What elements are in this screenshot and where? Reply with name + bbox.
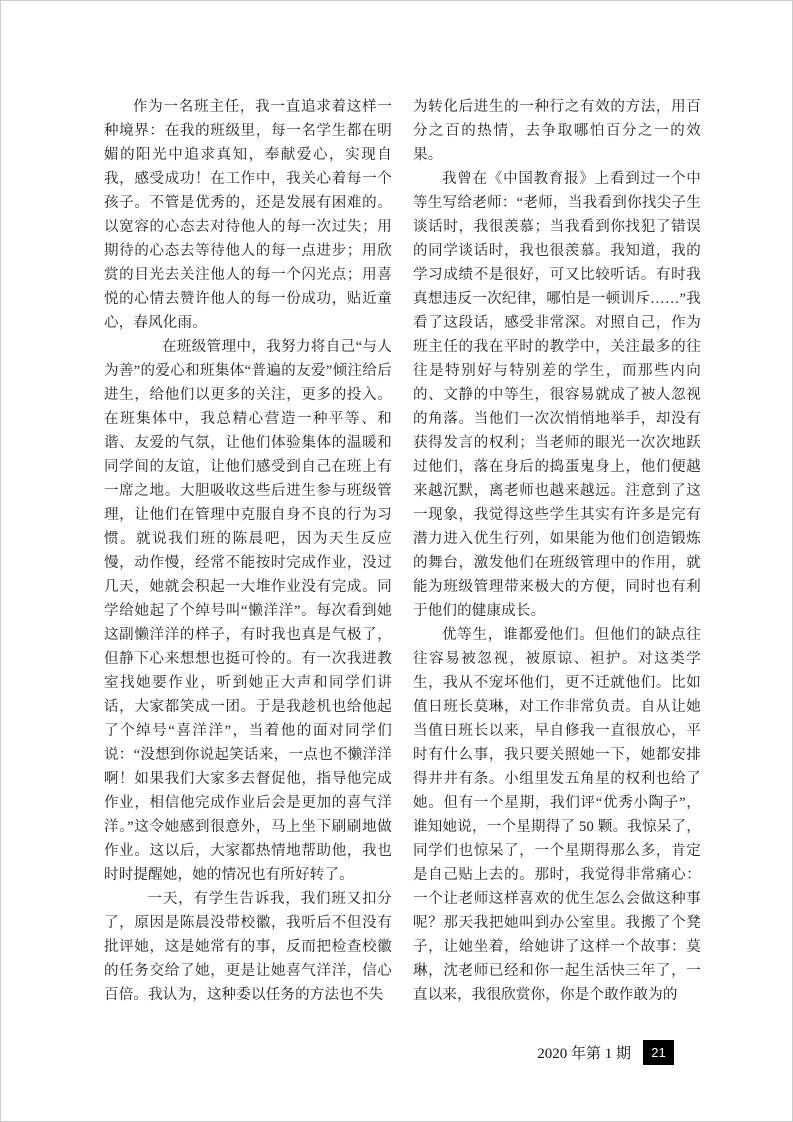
page-footer	[537, 1040, 674, 1065]
paragraph: 我曾在《中国教育报》上看到过一个中等生写给老师：“老师，当我看到你找尖子生谈话时，我很羡慕；当我看到你找犯了错误的同学谈话时，我也很羡慕。我知道，我的学习成绩不是很好，可又比较听话。有时我真想违反一次纪律，哪怕是一顿训斥……”我看了这段话，感受非常深。对照自己，作为班主任的我在平时的教学中，关注最多的往往是特别好与特别差的学生，而那些内向的、文静的中等生，很容易就成了被人忽视的角落。当他们一次次悄悄地举手，却没有获得发言的权利；当老师的眼光一次次地跃过他们，落在身后的捣蛋鬼身上，他们便越来越沉默，离老师也越来越远。注意到了这一现象，我觉得这些学生其实有许多是完有潜力进入优生行列，如果能为他们创造锻炼的舞台，激发他们在班级管理中的作用，就能为班级管理带来极大的方便，同时也有利于他们的健康成长。	[413, 171, 701, 619]
right-column	[413, 95, 701, 1007]
page-number-badge: 21	[643, 1040, 674, 1065]
paragraph: 一天，有学生告诉我，我们班又扣分了，原因是陈晨没带校徽，我听后不但没有批评她，这是她常有的事，反而把检查校徽的任务交给了她，更是让她喜气洋洋，信心百倍。我认为，这种委以任务的方法也不失	[104, 891, 392, 1003]
paragraph: 在班级管理中，我努力将自己“与人为善”的爱心和班集体“普遍的友爱”倾注给后进生，给他们以更多的关注，更多的投入。在班集体中，我总精心营造一种平等、和谐、友爱的气氛，让他们体验集体的温暖和同学间的友谊，让他们感受到自己在班上有一席之地。大胆吸收这些后进生参与班级管理，让他们在管理中克服自身不良的行为习惯。就说我们班的陈晨吧，因为天生反应慢，动作慢，经常不能按时完成作业，没过几天，她就会积起一大堆作业没有完成。同学给她起了个绰号叫“懒洋洋”。每次看到她这副懒洋洋的样子，有时我也真是气极了，但静下心来想想也挺可怜的。有一次我进教室找她要作业，听到她正大声和同学们讲话，大家都笑成一团。于是我趁机也给他起了个绰号“喜洋洋”，当着他的面对同学们说：“没想到你说起笑话来，一点也不懒洋洋啊！如果我们大家多去督促他，指导他完成作业，相信他完成作业后会是更加的喜气洋洋。”这令她感到很意外，马上坐下刷刷地做作业。这以后，大家都热情地帮助他，我也时时提醒她，她的情况也有所好转了。	[104, 339, 392, 883]
paragraph: 作为一名班主任，我一直追求着这样一种境界：在我的班级里，每一名学生都在明媚的阳光中追求真知，奉献爱心，实现自我，感受成功！在工作中，我关心着每一个孩子。不管是优秀的，还是发展有困难的。以宽容的心态去对待他人的每一次过失；用期待的心态去等待他人的每一点进步；用欣赏的目光去关注他人的每一个闪光点；用喜悦的心情去赞许他人的每一份成功，贴近童心，春风化雨。	[104, 99, 392, 331]
issue-label: 2020 年第 1 期	[537, 1046, 631, 1062]
paragraph: 优等生，谁都爱他们。但他们的缺点往往容易被忽视，被原谅、袒护。对这类学生，我从不宠坏他们，更不迁就他们。比如值日班长莫琳，对工作非常负责。自从让她当值日班长以来，早自修我一直很放心，平时有什么事，我只要关照她一下，她都安排得井井有条。小组里发五角星的权利也给了她。但有一个星期，我们评“优秀小陶子”，谁知她说，一个星期得了 50 颗。我惊呆了，同学们也惊呆了，一个星期得那么多，肯定是自己贴上去的。那时，我觉得非常痛心：一个让老师这样喜欢的优生怎么会做这种事呢？那天我把她叫到办公室里。我搬了个凳子，让她坐着，给她讲了这样一个故事：莫琳，沈老师已经和你一起生活快三年了，一直以来，我很欣赏你，你是个敢作敢为的	[413, 627, 701, 1003]
article-body	[104, 95, 701, 1007]
left-column	[104, 95, 392, 1007]
paragraph-continuation: 为转化后进生的一种行之有效的方法，用百分之百的热情，去争取哪怕百分之一的效果。	[413, 99, 701, 163]
